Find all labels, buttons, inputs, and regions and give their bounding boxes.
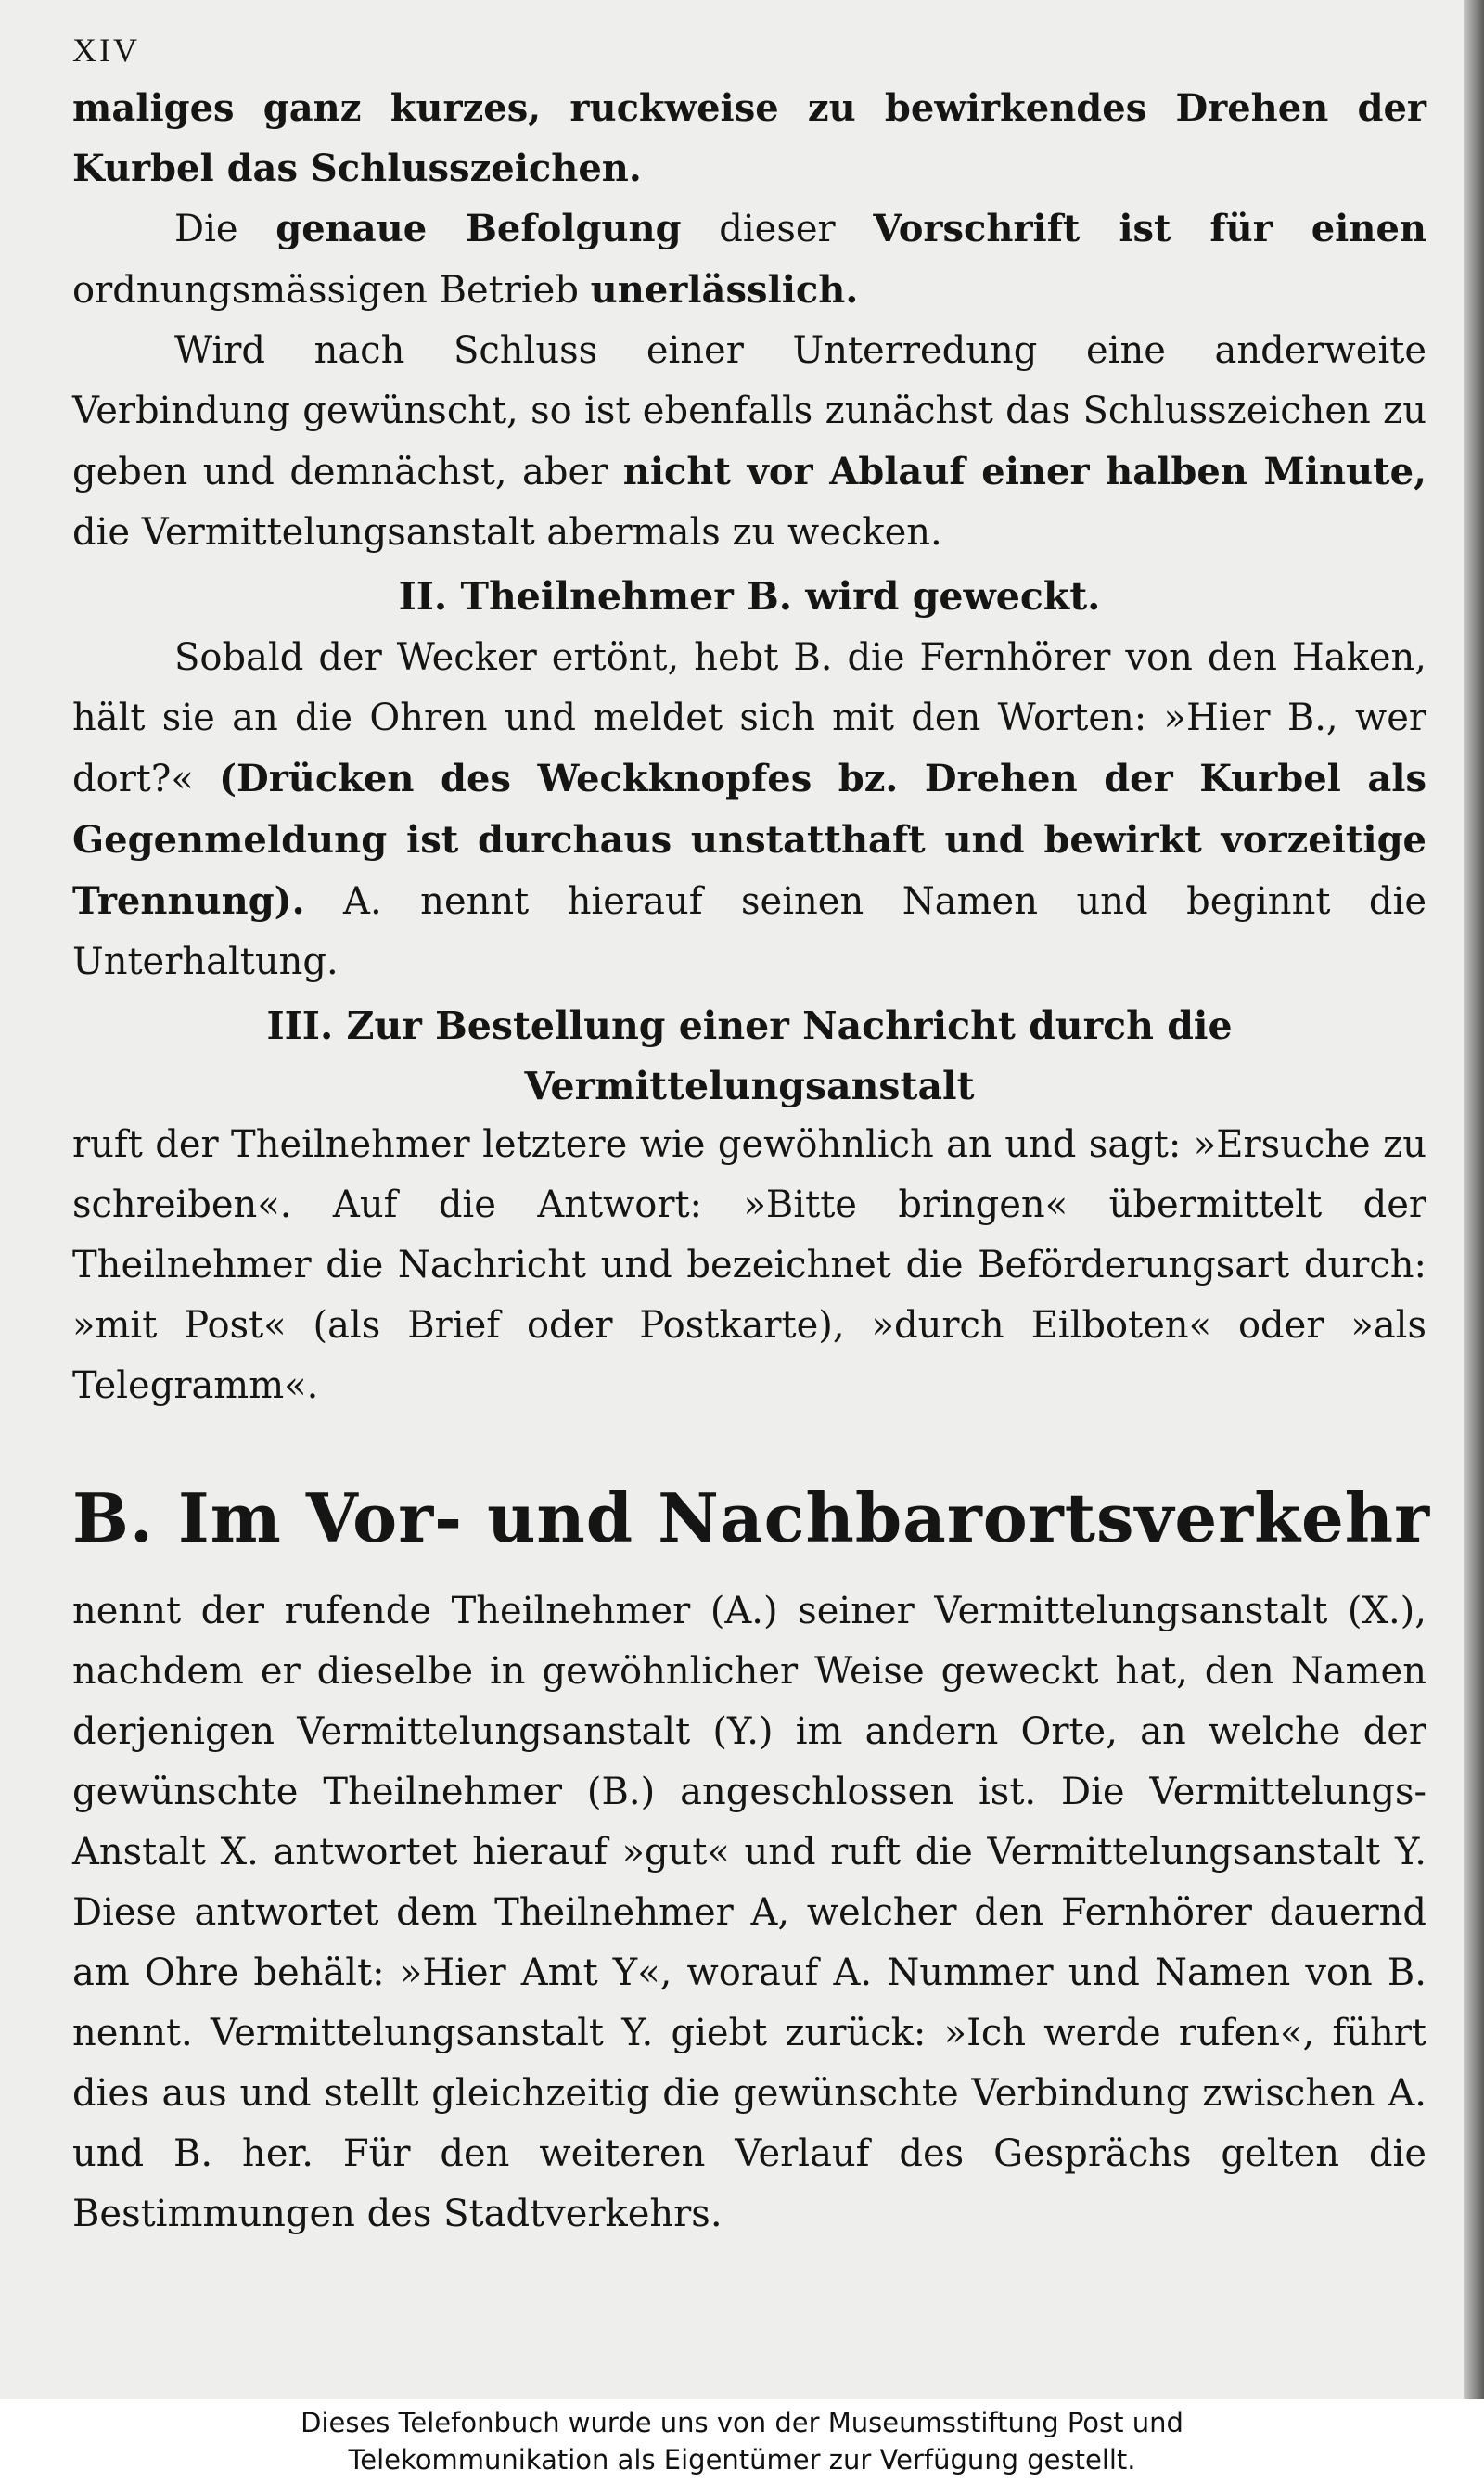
intro-p2-a: Die	[174, 208, 276, 250]
page-edge-shadow	[1464, 0, 1484, 2399]
section-b-paragraph: nennt der rufende Theilnehmer (A.) seiner Vermittelungsanstalt (X.), nachdem er dieselbe in gewöhnlicher Weise geweckt hat, den Namen derjenigen Vermittelungsanstalt (Y.) im andern Orte, an welche der gewünschte Theilnehmer (B.) angeschlossen ist. Die Vermittelungs-Anstalt X. antwortet hierauf »gut« und ruft die Vermittelungsanstalt Y. Diese antwortet dem Theilnehmer A, welcher den Fernhörer dauernd am Ohre behält: »Hier Amt Y«, worauf A. Nummer und Namen von B. nennt. Vermittelungsanstalt Y. giebt zurück: »Ich werde rufen«, führt dies aus und stellt gleichzeitig die gewünschte Verbindung zwischen A. und B. her. Für den weiteren Verlauf des Gesprächs gelten die Bestimmungen des Stadtverkehrs.	[72, 1590, 1426, 2235]
attribution-footer	[0, 2399, 1484, 2482]
page-number: XIV	[72, 32, 140, 69]
intro-paragraph-3	[72, 321, 1426, 563]
intro-p3-bold: nicht vor Ablauf einer halben Minute,	[622, 450, 1426, 493]
section-ii-paragraph	[72, 628, 1426, 992]
section-ii-heading: II. Theilnehmer B. wird geweckt.	[398, 574, 1101, 619]
section-ii-text-b: A. nennt hierauf seinen Namen und beginnt die Unterhaltung.	[72, 880, 1426, 983]
footer-line-1: Dieses Telefonbuch wurde uns von der Museumsstiftung Post und	[301, 2407, 1183, 2438]
footer-line-2: Telekommunikation als Eigentümer zur Verfügung gestellt.	[348, 2444, 1136, 2476]
intro-p3-a: Wird nach Schluss einer Unterredung eine anderweite Verbindung gewünscht, so ist ebenfalls zunächst das Schlusszeichen zu geben und demnächst, aber	[72, 329, 1426, 493]
page-content	[72, 26, 1431, 2245]
section-iii-heading-line1: III. Zur Bestellung einer Nachricht durch die	[266, 1004, 1233, 1048]
section-b-title: B. Im Vor- und Nachbarortsverkehr	[72, 1478, 1431, 1557]
intro-p2-bold3: unerlässlich.	[590, 268, 859, 312]
intro-p2-bold1: genaue Befolgung	[275, 207, 682, 250]
intro-p1-bold: Schlusszeichen.	[310, 147, 642, 190]
section-iii-heading-line2: Vermittelungsanstalt	[524, 1064, 975, 1108]
section-ii-text-a: Sobald der Wecker ertönt, hebt B. die Fernhörer von den Haken, hält sie an die Ohren und meldet sich mit den Worten: »Hier B., wer dort?«	[72, 636, 1426, 800]
intro-paragraph-2	[72, 198, 1426, 321]
intro-p3-b: die Vermittelungsanstalt abermals zu wecken.	[72, 511, 942, 554]
intro-p1-text: maliges ganz kurzes, ruckweise zu bewirkendes Drehen der Kurbel das	[72, 86, 1426, 190]
intro-p2-b: dieser	[681, 208, 874, 250]
section-ii-text-bold: (Drücken des Weckknopfes bz. Drehen der Kurbel als Gegenmeldung ist durchaus unstatthaft und bewirkt vorzeitige Trennung).	[72, 757, 1427, 923]
intro-p2-bold2: Vorschrift ist für einen	[873, 207, 1426, 250]
intro-paragraph-1	[72, 78, 1426, 198]
section-iii-paragraph: ruft der Theilnehmer letztere wie gewöhnlich an und sagt: »Ersuche zu schreiben«. Auf die Antwort: »Bitte bringen« übermittelt der Theilnehmer die Nachricht und bezeichnet die Beförderungsart durch: »mit Post« (als Brief oder Postkarte), »durch Eilboten« oder »als Telegramm«.	[72, 1123, 1426, 1407]
intro-p2-c: ordnungsmässigen Betrieb	[72, 269, 591, 312]
